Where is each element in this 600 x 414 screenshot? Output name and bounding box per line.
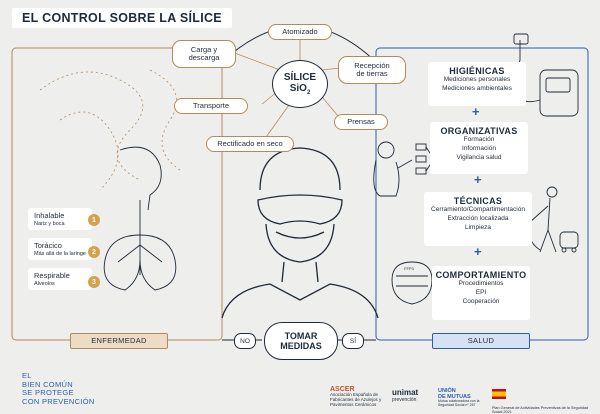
measure-tecnicas-heading: TÉCNICAS xyxy=(453,196,503,206)
slogan-line-2: BIEN COMÚN xyxy=(22,379,73,389)
enfermedad-tab: ENFERMEDAD xyxy=(70,333,168,349)
source-prensas-label: Prensas xyxy=(347,116,375,126)
measure-organizativas-heading: ORGANIZATIVAS xyxy=(440,126,518,136)
ascer-logo-sub-3: Pavimentos Cerámicos xyxy=(330,401,377,407)
page-title: EL CONTROL SOBRE LA SÍLICE xyxy=(12,8,232,28)
union-mutuas-logo xyxy=(438,388,484,408)
source-recepcion-line1: Recepción xyxy=(354,60,390,70)
union-logo-line1: UNIÓN xyxy=(438,388,456,394)
slogan-line-1: EL xyxy=(22,371,32,380)
measure-tecnicas-item-1: Cerramiento/Compartimentación xyxy=(431,206,525,213)
decision-no-badge: NO xyxy=(234,333,256,349)
measure-comportamiento-item-1: Procedimientos xyxy=(458,280,504,287)
hub-formula xyxy=(290,83,311,96)
source-rectificado-label: Rectificado en seco xyxy=(217,138,283,148)
disease-item-toracico xyxy=(28,238,92,260)
source-carga-line1: Carga y xyxy=(190,44,218,54)
measure-tecnicas-item-2: Extracción localizada xyxy=(447,214,509,222)
measure-higienicas-heading: HIGIÉNICAS xyxy=(449,66,505,76)
source-carga-descarga xyxy=(172,40,236,68)
source-rectificado xyxy=(206,136,294,152)
slogan-line-4: CON PREVENCIÓN xyxy=(22,396,95,406)
source-atomizado-label: Atomizado xyxy=(282,26,318,36)
unimat-logo xyxy=(392,388,418,403)
disease-item-toracico-label: Torácico xyxy=(34,241,62,250)
footer-slogan xyxy=(22,372,95,406)
gov-logo-text: Plan General de Actividades Preventivas de la Seguridad Social 2021 xyxy=(492,406,589,414)
mask-ffp3-label: FFP3 xyxy=(404,266,414,271)
measure-higienicas-item-2: Mediciones ambientales xyxy=(442,84,512,92)
source-atomizado xyxy=(268,24,332,40)
measure-organizativas xyxy=(430,122,528,174)
ascer-logo xyxy=(330,386,381,408)
source-carga-line2: descarga xyxy=(188,53,220,62)
ascer-logo-sub-1: Asociación Española de xyxy=(330,392,379,397)
disease-number-3: 3 xyxy=(88,276,100,288)
source-transporte-label: Transporte xyxy=(193,100,229,110)
ascer-logo-sub-2: Fabricantes de Azulejos y xyxy=(330,396,382,402)
measure-comportamiento-heading: COMPORTAMIENTO xyxy=(435,270,527,280)
measure-tecnicas-item-3: Limpieza xyxy=(464,223,491,231)
disease-item-respirable-sub: Alveolos xyxy=(34,281,55,287)
source-recepcion-line2: de tierras xyxy=(356,69,388,78)
measure-organizativas-item-2: Información xyxy=(462,144,496,152)
disease-item-toracico-sub: Más allá de la laringe xyxy=(34,251,86,257)
measure-higienicas xyxy=(428,62,526,106)
enfermedad-panel-frame xyxy=(12,44,222,340)
tomar-medidas-node xyxy=(264,322,338,360)
measure-comportamiento-item-2: EPI xyxy=(475,288,487,296)
disease-item-respirable-label: Respirable xyxy=(34,271,70,280)
disease-item-inhalable-sub: Nariz y boca xyxy=(34,221,65,227)
unimat-logo-sub: prevención xyxy=(392,397,417,403)
hub-formula-base: SiO xyxy=(289,83,307,94)
disease-number-1: 1 xyxy=(88,214,100,226)
plus-icon-1: + xyxy=(472,104,480,119)
measure-organizativas-item-1: Formación xyxy=(463,136,495,143)
disease-number-2: 2 xyxy=(88,246,100,258)
disease-item-respirable xyxy=(28,268,92,290)
source-recepcion-tierras xyxy=(338,56,406,84)
gov-logo xyxy=(492,386,592,414)
hub-formula-subscript: 2 xyxy=(306,90,311,96)
plus-icon-3: + xyxy=(474,244,482,259)
decision-si-badge: SÍ xyxy=(342,333,364,349)
salud-tab: SALUD xyxy=(432,333,530,349)
tomar-medidas-line1: TOMAR xyxy=(284,331,318,341)
disease-item-inhalable-label: Inhalable xyxy=(34,211,65,220)
source-transporte xyxy=(174,98,248,114)
union-logo-line2: DE MUTUAS xyxy=(438,394,471,400)
measure-organizativas-item-3: Vigilancia salud xyxy=(456,153,502,161)
silice-hub xyxy=(272,60,328,108)
measure-higienicas-item-1: Mediciones personales xyxy=(443,76,511,83)
source-prensas xyxy=(334,114,388,130)
ascer-logo-text: ASCER xyxy=(330,386,355,393)
slogan-line-3: SE PROTEGE xyxy=(22,388,74,397)
union-logo-sub: Mutua colaboradora con la Seguridad Social nº 267 xyxy=(438,399,480,407)
plus-icon-2: + xyxy=(474,172,482,187)
tomar-medidas-line2: MEDIDAS xyxy=(280,341,322,351)
gov-logo-flag-icon xyxy=(492,389,506,399)
measure-comportamiento xyxy=(432,266,530,320)
unimat-logo-text: unimat xyxy=(392,388,419,397)
disease-item-inhalable xyxy=(28,208,92,230)
hub-title: SÍLICE xyxy=(283,72,317,83)
measure-tecnicas xyxy=(424,192,532,246)
measure-comportamiento-item-3: Cooperación xyxy=(462,297,500,305)
